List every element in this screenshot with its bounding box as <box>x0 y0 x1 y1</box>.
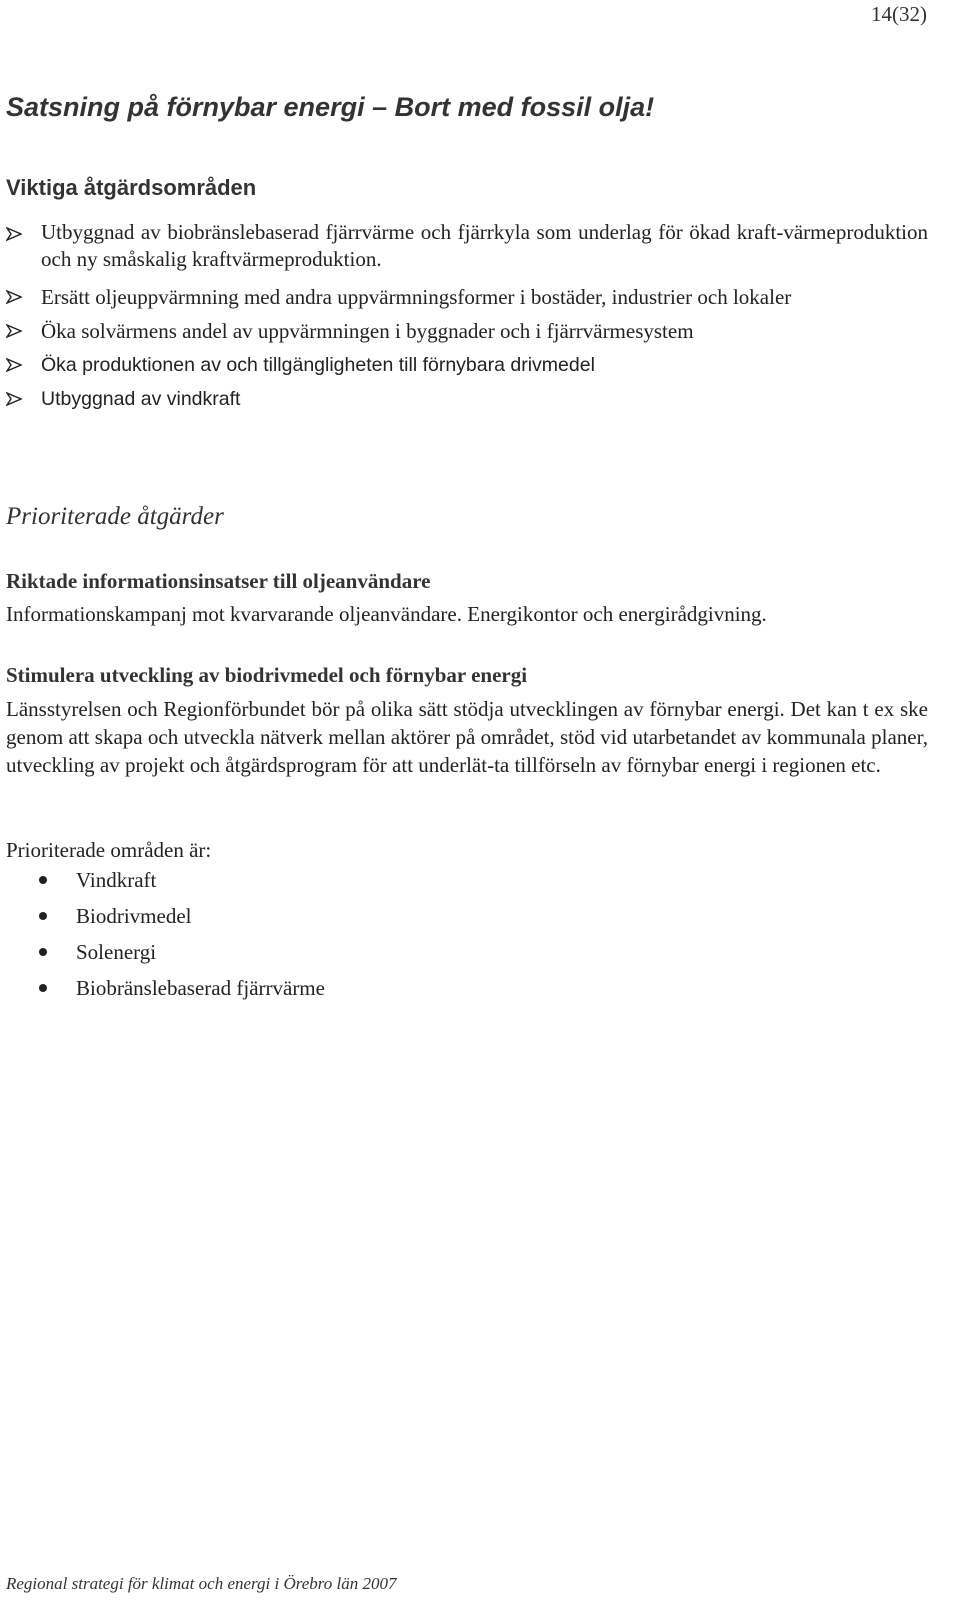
arrow-bullet-icon <box>6 350 28 380</box>
list-item-text: Öka solvärmens andel av uppvärmningen i byggnader och i fjärrvärmesystem <box>41 319 694 343</box>
list-item-text: Solenergi <box>76 940 157 964</box>
page-title: Satsning på förnybar energi – Bort med fossil olja! <box>6 92 655 122</box>
list-item-text: Utbyggnad av biobränslebaserad fjärrvärme och fjärrkyla som underlag för ökad kraft-värmeproduktion och ny småskalig kraftvärmeproduktion. <box>41 220 928 271</box>
bullet-dot-icon <box>39 912 47 920</box>
priority-areas-list <box>6 862 325 1006</box>
bullet-dot-icon <box>39 876 47 884</box>
list-item <box>6 862 325 898</box>
list-item <box>6 316 928 346</box>
list-item-text: Biobränslebaserad fjärrvärme <box>76 976 325 1000</box>
arrow-bullet-icon <box>6 316 28 346</box>
measure-title: Riktade informationsinsatser till oljeanvändare <box>6 569 431 593</box>
page-footer: Regional strategi för klimat och energi i Örebro län 2007 <box>6 1574 397 1593</box>
list-item-text: Ersätt oljeuppvärmning med andra uppvärmningsformer i bostäder, industrier och lokaler <box>41 285 792 309</box>
arrow-bullet-icon <box>6 282 28 312</box>
arrow-bullet-icon <box>6 384 28 414</box>
arrow-bullet-icon <box>6 219 28 249</box>
areas-intro: Prioriterade områden är: <box>6 838 212 862</box>
list-item <box>6 934 325 970</box>
list-item <box>6 219 928 273</box>
measure-text: Informationskampanj mot kvarvarande oljeanvändare. Energikontor och energirådgivning. <box>6 602 767 626</box>
measure-title: Stimulera utveckling av biodrivmedel och förnybar energi <box>6 663 528 687</box>
list-item <box>6 350 928 380</box>
list-item <box>6 898 325 934</box>
list-item-text: Öka produktionen av och tillgängligheten till förnybara drivmedel <box>41 354 595 376</box>
bullet-dot-icon <box>39 984 47 992</box>
list-item-text: Vindkraft <box>76 868 157 892</box>
list-item <box>6 970 325 1006</box>
bullet-dot-icon <box>39 948 47 956</box>
key-areas-heading: Viktiga åtgärdsområden <box>6 175 257 200</box>
list-item <box>6 282 928 312</box>
list-item <box>6 384 928 414</box>
priorities-heading: Prioriterade åtgärder <box>6 503 224 530</box>
measure-block <box>6 660 928 779</box>
list-item-text: Utbyggnad av vindkraft <box>41 388 241 410</box>
key-areas-list <box>6 219 928 418</box>
measure-block <box>6 566 928 628</box>
measure-text: Länsstyrelsen och Regionförbundet bör på olika sätt stödja utvecklingen av förnybar energi. Det kan t ex ske genom att skapa och utveckla nätverk mellan aktörer på området, stöd vid utarbetandet av kommunala planer, utveckling av projekt och åtgärdsprogram för att underlät-ta tillförseln av förnybar energi i regionen etc. <box>6 697 928 777</box>
page-number: 14(32) <box>871 2 927 26</box>
list-item-text: Biodrivmedel <box>76 904 192 928</box>
